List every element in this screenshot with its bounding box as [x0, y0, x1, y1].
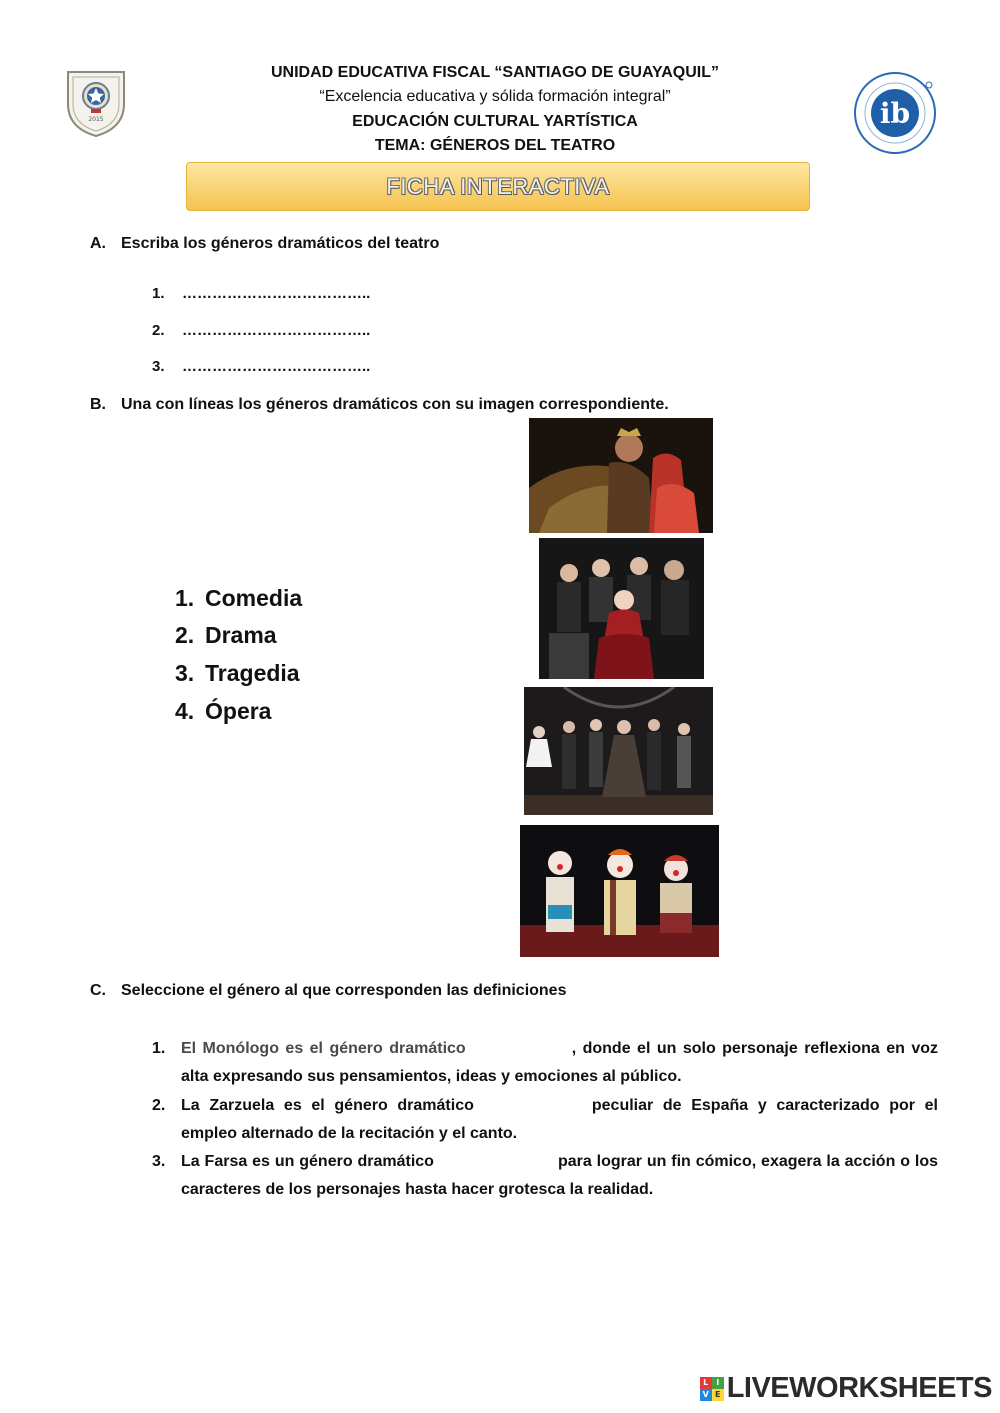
photo-tragedy-scene[interactable]	[529, 418, 713, 533]
blank-dots: ………………………………..	[182, 358, 371, 375]
genre-item-comedia[interactable]	[175, 585, 302, 612]
blank-number: 2.	[152, 322, 165, 339]
genre-number: 4.	[175, 698, 195, 724]
logo-year: 2015	[88, 116, 104, 123]
section-b-letter: B.	[90, 396, 106, 413]
blank-dots: ………………………………..	[182, 322, 371, 339]
definition-number: 1.	[152, 1040, 166, 1057]
photo-comedy-scene[interactable]	[520, 825, 719, 957]
genre-item-opera[interactable]	[175, 698, 271, 725]
definition-item-1	[152, 1035, 938, 1091]
ib-letters: ib	[879, 97, 911, 130]
section-b-heading	[90, 396, 669, 414]
answer-blank-2[interactable]	[152, 322, 370, 339]
definition-rest: peculiar de España y caracterizado por el empleo alternado de la recitación y el canto.	[181, 1097, 939, 1142]
topic-title: TEMA: GÉNEROS DEL TEATRO	[374, 137, 616, 154]
school-name: UNIDAD EDUCATIVA FISCAL “SANTIAGO DE GUAYAQUIL”	[270, 64, 720, 81]
answer-blank-3[interactable]	[152, 358, 370, 375]
genre-number: 1.	[175, 585, 195, 611]
genre-item-tragedia[interactable]	[175, 660, 300, 687]
genre-label: Tragedia	[205, 660, 300, 686]
genre-item-drama[interactable]	[175, 622, 277, 649]
definition-number: 2.	[152, 1097, 166, 1114]
section-c-question: Seleccione el género al que corresponden las definiciones	[121, 982, 567, 999]
definition-item-3	[152, 1148, 938, 1204]
liveworksheets-logo[interactable]	[700, 1372, 992, 1405]
blank-number: 1.	[152, 285, 165, 302]
subject-title: EDUCACIÓN CULTURAL YARTÍSTICA	[352, 113, 638, 130]
answer-blank-1[interactable]	[152, 285, 370, 302]
brand-name: LIVEWORKSHEETS	[726, 1372, 992, 1404]
genre-number: 3.	[175, 660, 195, 686]
definition-start: El Monólogo es el género dramático	[181, 1040, 466, 1057]
genre-label: Ópera	[205, 698, 272, 724]
section-c-heading	[90, 982, 566, 1000]
definition-rest: , donde el un solo personaje reflexiona en voz alta expresando sus pensamientos, ideas y emociones al público.	[181, 1040, 939, 1085]
genre-number: 2.	[175, 622, 195, 648]
photo-drama-scene[interactable]	[539, 538, 704, 679]
genre-label: Drama	[205, 622, 277, 648]
ficha-banner: FICHA INTERACTIVA	[186, 162, 810, 211]
photo-opera-scene[interactable]	[524, 687, 713, 815]
school-logo	[60, 66, 132, 138]
genre-label: Comedia	[205, 585, 303, 611]
school-motto: “Excelencia educativa y sólida formación integral”	[319, 88, 671, 105]
section-b-question: Una con líneas los géneros dramáticos con su imagen correspondiente.	[121, 396, 669, 413]
definition-number: 3.	[152, 1153, 166, 1170]
definition-start: La Farsa es un género dramático	[181, 1153, 434, 1170]
section-a-question: Escriba los géneros dramáticos del teatro	[121, 235, 440, 252]
definition-rest: para lograr un fin cómico, exagera la acción o los caracteres de los personajes hasta hacer grotesca la realidad.	[181, 1153, 938, 1198]
section-c-letter: C.	[90, 982, 106, 999]
section-a-letter: A.	[90, 235, 106, 252]
ib-logo	[852, 70, 938, 156]
live-badge: L I V E	[700, 1377, 724, 1401]
blank-number: 3.	[152, 358, 165, 375]
section-a-heading	[90, 235, 439, 253]
definition-item-2	[152, 1092, 938, 1148]
blank-dots: ………………………………..	[182, 285, 371, 302]
definition-start: La Zarzuela es el género dramático	[181, 1097, 474, 1114]
